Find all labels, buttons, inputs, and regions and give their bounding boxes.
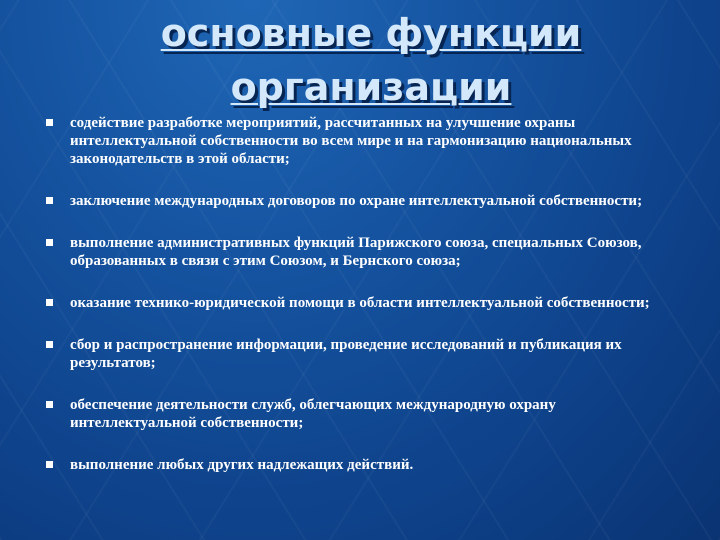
title-line-1: основные функции — [160, 11, 582, 55]
square-bullet-icon — [46, 461, 53, 468]
bullet-text: выполнение административных функций Парижского союза, специальных Союзов, образованных в связи с этим Союзом, и Бернского союза; — [70, 235, 642, 269]
bullet-text: оказание технико-юридической помощи в области интеллектуальной собственности; — [70, 295, 650, 311]
bullet-text: выполнение любых других надлежащих действий. — [70, 457, 414, 473]
bullet-text: обеспечение деятельности служб, облегчающих международную охрану интеллектуальной собственности; — [70, 397, 556, 431]
bullet-text: сбор и распространение информации, проведение исследований и публикация их результатов; — [70, 337, 622, 371]
bullet-item — [44, 456, 684, 474]
bullet-text: содействие разработке мероприятий, рассчитанных на улучшение охраны интеллектуальной собственности во всем мире и на гармонизацию национальных законодательств в этой области; — [70, 115, 632, 167]
square-bullet-icon — [46, 197, 53, 204]
bullet-item — [44, 396, 684, 432]
bullet-item — [44, 192, 684, 210]
bullet-item — [44, 114, 684, 168]
square-bullet-icon — [46, 119, 53, 126]
slide-title — [0, 6, 720, 114]
bullet-item — [44, 294, 684, 312]
bullet-text: заключение международных договоров по охране интеллектуальной собственности; — [70, 193, 643, 209]
square-bullet-icon — [46, 401, 53, 408]
bullet-item — [44, 336, 684, 372]
square-bullet-icon — [46, 299, 53, 306]
title-line-2: организации — [230, 65, 512, 109]
bullet-item — [44, 234, 684, 270]
square-bullet-icon — [46, 239, 53, 246]
square-bullet-icon — [46, 341, 53, 348]
bullet-list — [44, 114, 684, 498]
